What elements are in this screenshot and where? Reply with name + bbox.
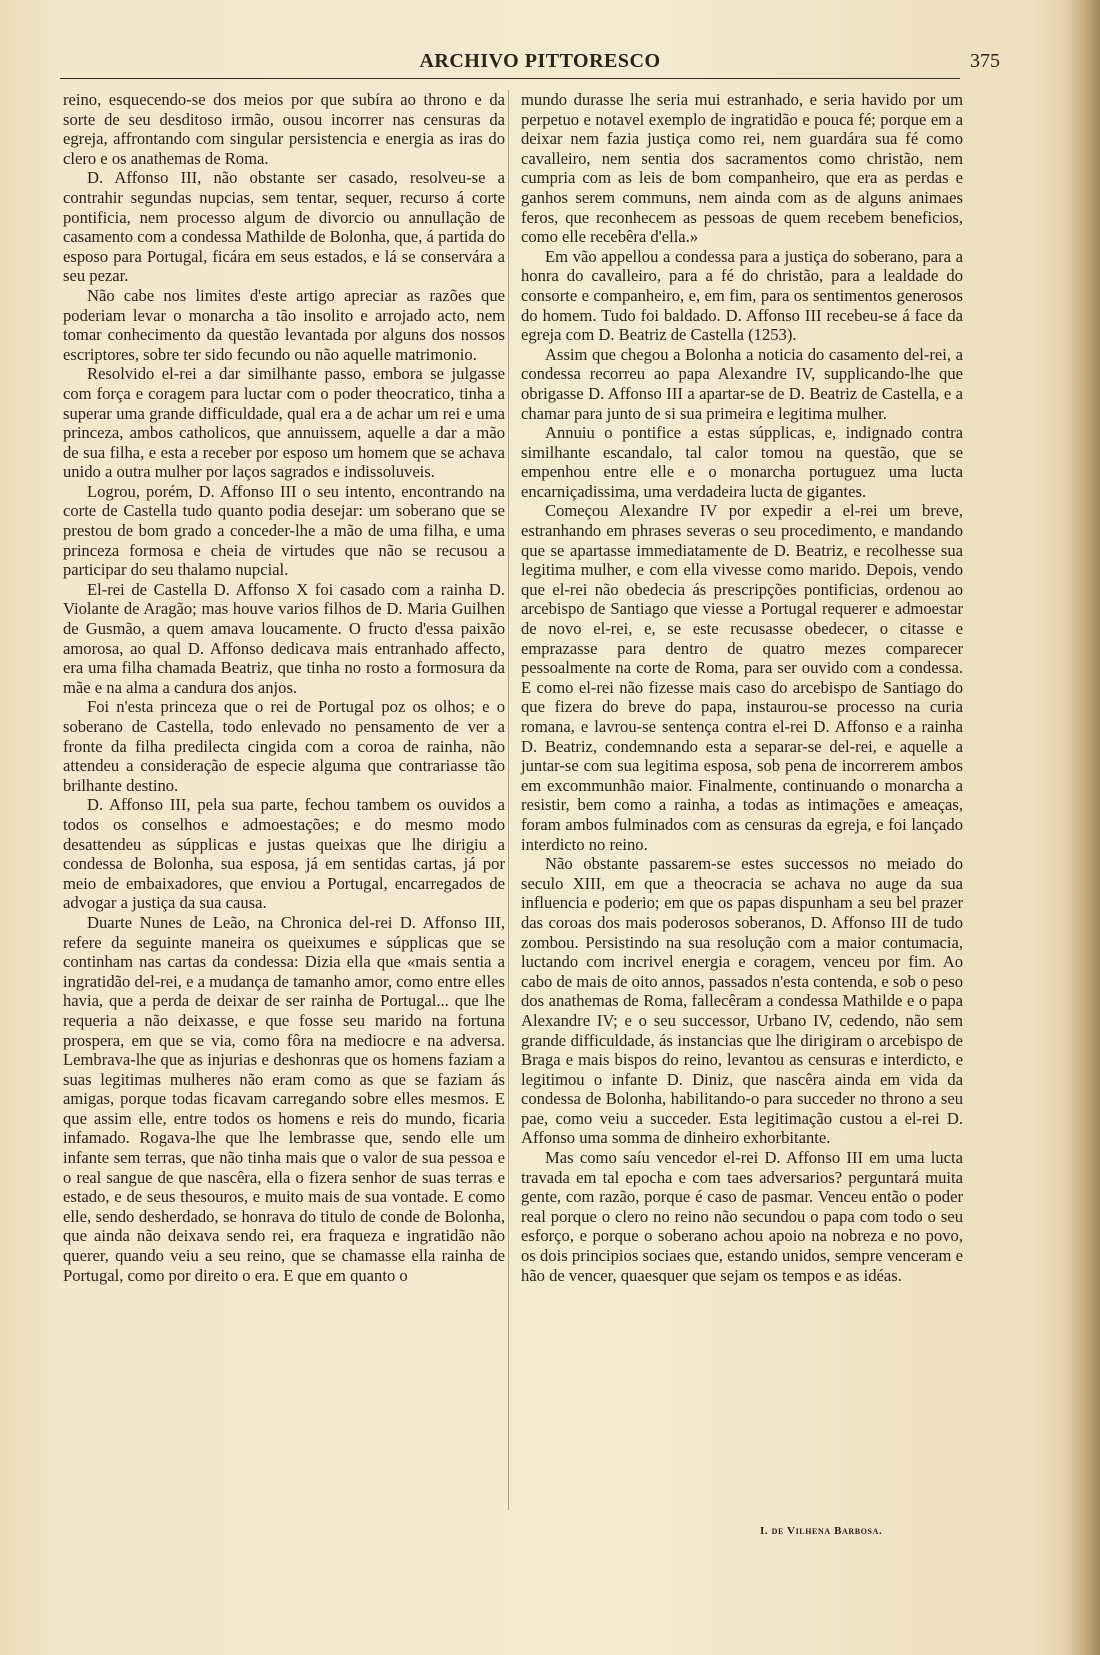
- paragraph: Foi n'esta princeza que o rei de Portugal poz os olhos; e o soberano de Castella, todo enlevado no pensamento de ver a fronte da filha predilecta cingida com a coroa de rainha, não attendeu a consideração de especie alguma que contrariasse tão brilhante destino.: [63, 697, 505, 795]
- paragraph: Assim que chegou a Bolonha a noticia do casamento del-rei, a condessa recorreu ao papa Alexandre IV, supplicando-lhe que obrigasse D. Affonso III a apartar-se de D. Beatriz de Castella, e a chamar para junto de si sua primeira e legitima mulher.: [521, 344, 963, 423]
- paragraph: Resolvido el-rei a dar similhante passo, embora se julgasse com força e coragem para luctar com o poder theocratico, tinha a superar uma grande difficuldade, qual era a de achar um rei e uma princeza, ambos catholicos, que annuissem, aquelle a dar a mão de sua filha, e esta a receber por esposo um homem que se achava unido a outra mulher por laços sagrados e indissoluveis.: [63, 364, 505, 482]
- paragraph: D. Affonso III, pela sua parte, fechou tambem os ouvidos a todos os conselhos e admoestações; e do mesmo modo desattendeu as súpplicas e justas queixas que lhe dirigiu a condessa de Bolonha, sua esposa, já em sentidas cartas, já por meio de embaixadores, que enviou a Portugal, encarregados de advogar a justiça da sua causa.: [63, 795, 505, 913]
- left-column: [63, 90, 505, 1285]
- paragraph: D. Affonso III, não obstante ser casado, resolveu-se a contrahir segundas nupcias, sem tentar, sequer, recurso á corte pontificia, nem processo algum de divorcio ou annullação de casamento com a condessa Mathilde de Bolonha, que, á partida do esposo para Portugal, ficára em seus estados, e lá se conservára a seu pezar.: [63, 168, 505, 286]
- page-number: 375: [970, 50, 1000, 72]
- paragraph: Não obstante passarem-se estes successos no meiado do seculo XIII, em que a theocracia se achava no auge da sua influencia e poderio; em que os papas dispunham a seu bel prazer das coroas dos mais poderosos soberanos, D. Affonso III de tudo zombou. Persistindo na sua resolução com a maior contumacia, luctando com incrivel energia e coragem, venceu por fim. Ao cabo de mais de oito annos, passados n'esta contenda, e sob o peso dos anathemas de Roma, fallecêram a condessa Mathilde e o papa Alexandre IV; e o seu successor, Urbano IV, cedendo, não sem grande difficuldade, ás instancias que lhe dirigiram o arcebispo de Braga e mais bispos do reino, levantou as censuras e interdicto, e legitimou o infante D. Diniz, que nascêra ainda em vida da condessa de Bolonha, habilitando-o para succeder no throno a seu pae, como veiu a succeder. Esta legitimação custou a el-rei D. Affonso uma somma de dinheiro exhorbitante.: [521, 854, 963, 1148]
- page-header: [40, 50, 1040, 80]
- author-signature: I. de Vilhena Barbosa.: [760, 1525, 883, 1537]
- paragraph: Annuiu o pontifice a estas súpplicas, e, indignado contra similhante escandalo, tal calor tomou na questão, que se empenhou entre elle e o monarcha portuguez uma lucta encarniçadissima, uma verdadeira lucta de gigantes.: [521, 423, 963, 501]
- column-divider: [508, 90, 509, 1510]
- running-title: ARCHIVO PITTORESCO: [419, 50, 661, 72]
- paragraph: Duarte Nunes de Leão, na Chronica del-rei D. Affonso III, refere da seguinte maneira os queixumes e súpplicas que se continham nas cartas da condessa: Dizia ella que «mais sentia a ingratidão del-rei, e a mudança de tamanho amor, como entre elles havia, que a perda de deixar de ser rainha de Portugal... que lhe requeria a não deixasse, e que fosse seu marido na fortuna prospera, em que se via, como fôra na mediocre e na adversa. Lembrava-lhe que as injurias e deshonras que os homens faziam a suas legitimas mulheres não eram como as que se faziam ás amigas, porque todas ficavam carregando sobre elles mesmos. E que assim elle, entre todos os homens e reis do mundo, ficaria infamado. Rogava-lhe que lhe lembrasse que, sendo elle um infante sem terras, que não tinha mais que o valor de sua pessoa e o real sangue de que nascêra, ella o fizera senhor de suas terras e estado, e de seus thesouros, e muito mais de sua vontade. E como elle, sendo desherdado, se honrava do titulo de conde de Bolonha, que ainda não deixava sendo rei, era fraqueza e ingratidão não querer, quando veiu a seu reino, que se chamasse ella rainha de Portugal, como por direito o era. E que em quanto o: [63, 912, 505, 1285]
- paragraph: reino, esquecendo-se dos meios por que subíra ao throno e da sorte de seu desditoso irmão, ousou incorrer nas censuras da egreja, affrontando com singular persistencia e energia as iras do clero e os anathemas de Roma.: [63, 90, 505, 168]
- paragraph: Mas como saíu vencedor el-rei D. Affonso III em uma lucta travada em tal epocha e com taes adversarios? perguntará muita gente, com razão, porque é caso de pasmar. Venceu então o poder real porque o clero no reino não secundou o papa com todo o seu esforço, e porque o soberano achou apoio na nobreza e no povo, os dois principios sociaes que, estando unidos, sempre venceram e hão de vencer, quaesquer que sejam os tempos e as idéas.: [521, 1148, 963, 1285]
- paragraph: El-rei de Castella D. Affonso X foi casado com a rainha D. Violante de Aragão; mas houve varios filhos de D. Maria Guilhen de Gusmão, a quem amava loucamente. O fructo d'essa paixão amorosa, ao qual D. Affonso dedicava mais entranhado affecto, era uma filha chamada Beatriz, que tinha no rosto a formosura da mãe e na alma a candura dos anjos.: [63, 579, 505, 697]
- right-column: [521, 90, 963, 1285]
- page-edge-shadow: [1066, 0, 1100, 1655]
- paragraph: Em vão appellou a condessa para a justiça do soberano, para a honra do cavalleiro, para a fé do christão, para a lealdade do consorte e companheiro, e, em fim, para os sentimentos generosos do homem. Tudo foi baldado. D. Affonso III recebeu-se á face da egreja com D. Beatriz de Castella (1253).: [521, 246, 963, 345]
- paragraph: Começou Alexandre IV por expedir a el-rei um breve, estranhando em phrases severas o seu procedimento, e mandando que se apartasse immediatamente de D. Beatriz, e recolhesse sua legitima mulher, e com ella vivesse como marido. Depois, vendo que el-rei não obedecia ás prescripções pontificias, ordenou ao arcebispo de Santiago que viesse a Portugal requerer e admoestar de novo el-rei, e, se este recusasse obedecer, o citasse e emprazasse para dentro de quatro mezes comparecer pessoalmente na corte de Roma, para ser ouvido com a condessa. E como el-rei não fizesse mais caso do arcebispo de Santiago do que fizera do breve do papa, instaurou-se processo na curia romana, e lavrou-se sentença contra el-rei D. Affonso e a rainha D. Beatriz, condemnando esta a separar-se del-rei, e aquelle a juntar-se com sua legitima esposa, sob pena de incorrerem ambos em excommunhão maior. Finalmente, continuando o monarcha a resistir, bem como a rainha, a todas as intimações e ameaças, foram ambos fulminados com as censuras da egreja, e foi lançado interdicto no reino.: [521, 501, 963, 854]
- paragraph: Não cabe nos limites d'este artigo apreciar as razões que poderiam levar o monarcha a tão insolito e arrojado acto, nem tomar conhecimento da questão levantada por alguns dos nossos escriptores, sobre ter sido fecundo ou não aquelle matrimonio.: [63, 285, 505, 364]
- paragraph: Logrou, porém, D. Affonso III o seu intento, encontrando na corte de Castella tudo quanto podia desejar: um soberano que se prestou de bom grado a conceder-lhe a mão de uma filha, e uma princeza formosa e cheia de virtudes que não se recusou a participar do seu thalamo nupcial.: [63, 481, 505, 580]
- paragraph: mundo durasse lhe seria mui estranhado, e seria havido por um perpetuo e notavel exemplo de ingratidão e pouca fé; porque em a deixar nem fazia justiça como rei, nem guardára sua fé como cavalleiro, nem sentia dos sacramentos como christão, nem cumpria com as leis de bom companheiro, que era as perdas e ganhos serem communs, nem ainda com as de alguns animaes feros, que reconhecem as pessoas de quem recebem beneficios, como elle recebêra d'ella.»: [521, 90, 963, 247]
- header-rule: [60, 78, 960, 79]
